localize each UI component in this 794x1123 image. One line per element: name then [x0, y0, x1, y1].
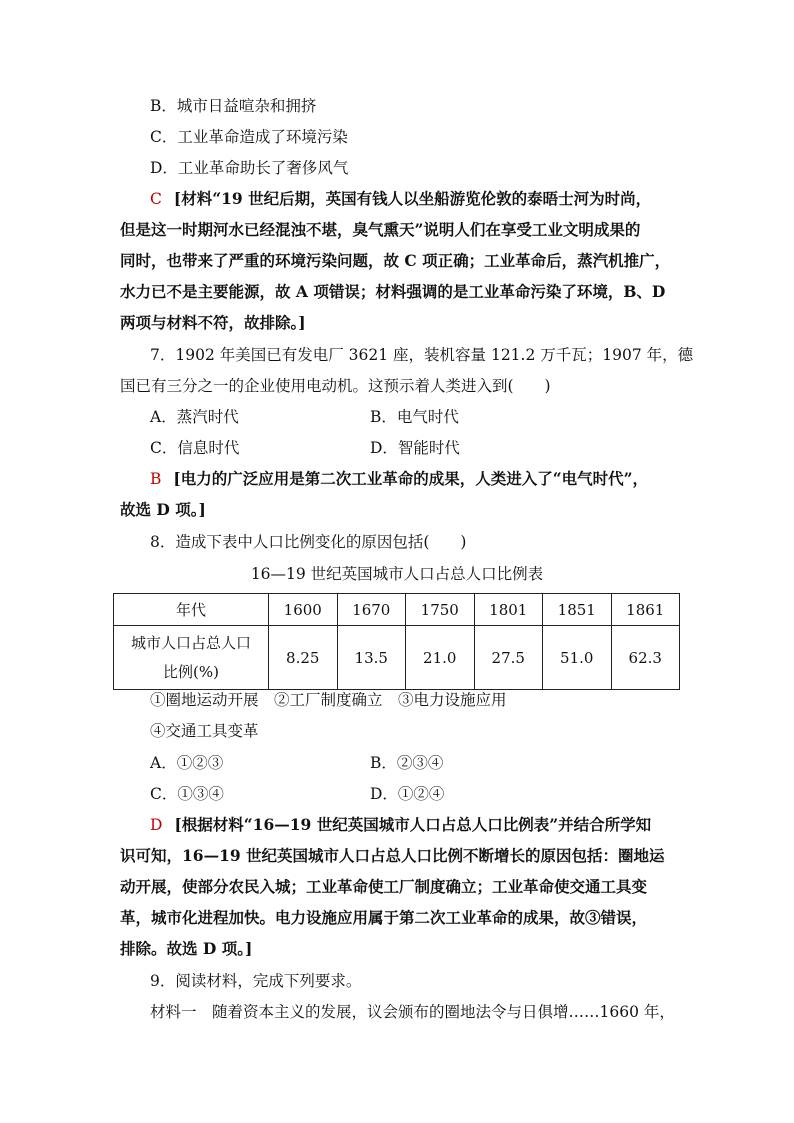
q7-stem-2: 国已有三分之一的企业使用电动机。这预示着人类进入到( )	[120, 377, 551, 395]
q6-explanation-1: [材料“19 世纪后期，英国有钱人以坐船游览伦敦的泰晤士河为时尚，	[173, 189, 652, 208]
q6-answer-letter: C	[150, 190, 162, 208]
q6-explanation-2: 但是这一时期河水已经混浊不堪，臭气熏天”说明人们在享受工业文明成果的	[120, 220, 641, 239]
table-value-cell: 21.0	[406, 626, 475, 690]
table-year-cell: 1750	[406, 594, 475, 626]
table-value-cell: 27.5	[474, 626, 543, 690]
table-value-cell: 51.0	[543, 626, 612, 690]
table-value-cell: 13.5	[337, 626, 406, 690]
q7-options-row-1	[150, 406, 650, 428]
table-year-cell: 1851	[543, 594, 612, 626]
population-table	[113, 593, 680, 690]
q6-explanation-3: 同时，也带来了严重的环境污染问题，故 C 项正确；工业革命后，蒸汽机推广，	[120, 251, 671, 270]
q6-option-b: B．城市日益喧杂和拥挤	[150, 97, 317, 115]
table-year-cell: 1670	[337, 594, 406, 626]
q6-explanation-4: 水力已不是主要能源，故 A 项错误；材料强调的是工业革命污染了环境，B、D	[120, 282, 666, 301]
table-value-cell: 8.25	[269, 626, 338, 690]
table-row-label-2: 比例(%)	[163, 662, 219, 681]
q8-explanation-2: 识可知，16—19 世纪英国城市人口占总人口比例不断增长的原因包括：圈地运	[120, 846, 665, 865]
q7-answer-letter: B	[150, 470, 162, 488]
q8-option-d: D．①②④	[370, 785, 445, 803]
q8-explanation-1: [根据材料“16—19 世纪英国城市人口占总人口比例表”并结合所学知	[174, 815, 652, 834]
table-year-cell: 1801	[474, 594, 543, 626]
q7-explanation-1: [电力的广泛应用是第二次工业革命的成果，人类进入了“电气时代”，	[173, 469, 649, 488]
q8-option-a: A．①②③	[150, 754, 224, 772]
q8-answer-letter: D	[150, 816, 163, 834]
q9-material-1: 材料一 随着资本主义的发展，议会颁布的圈地法令与日俱增……1660 年，	[150, 1003, 675, 1021]
q8-explanation-3: 动开展，使部分农民入城；工业革命使工厂制度确立；工业革命使交通工具变	[120, 877, 648, 896]
q7-option-d: D．智能时代	[370, 439, 460, 457]
q9-stem: 9．阅读材料，完成下列要求。	[150, 972, 362, 990]
q8-stem: 8．造成下表中人口比例变化的原因包括( )	[150, 533, 467, 551]
table-data-row	[114, 626, 680, 690]
q8-options-row-1	[150, 752, 650, 774]
table-row-label-1: 城市人口占总人口	[130, 633, 251, 652]
table-value-cell: 62.3	[611, 626, 680, 690]
table-row-label	[114, 626, 269, 690]
table-caption: 16—19 世纪英国城市人口占总人口比例表	[250, 565, 544, 583]
q8-explanation-5: 排除。故选 D 项。]	[120, 939, 253, 958]
q8-answer-line-1	[150, 814, 651, 836]
q6-option-d: D．工业革命助长了奢侈风气	[150, 159, 349, 177]
q7-stem-1: 7．1902 年美国已有发电厂 3621 座，装机容量 121.2 万千瓦；1907 年，德	[150, 346, 694, 364]
q8-items-2: ④交通工具变革	[150, 722, 259, 740]
q8-items-1: ①圈地运动开展 ②工厂制度确立 ③电力设施应用	[150, 691, 507, 709]
table-header-label: 年代	[114, 594, 269, 626]
q7-option-c: C．信息时代	[150, 439, 240, 457]
q7-option-b: B．电气时代	[370, 408, 459, 426]
q6-explanation-5: 两项与材料不符，故排除。]	[120, 313, 306, 332]
q8-explanation-4: 革，城市化进程加快。电力设施应用属于第二次工业革命的成果，故③错误，	[120, 908, 648, 927]
q7-option-a: A．蒸汽时代	[150, 408, 239, 426]
table-header-row	[114, 594, 680, 626]
q8-option-b: B．②③④	[370, 754, 444, 772]
table-year-cell: 1861	[611, 594, 680, 626]
q7-answer-line-1	[150, 468, 648, 490]
q7-options-row-2	[150, 437, 650, 459]
q8-options-row-2	[150, 783, 650, 805]
q6-option-c: C．工业革命造成了环境污染	[150, 128, 348, 146]
q6-answer-line-1	[150, 188, 651, 210]
q8-option-c: C．①③④	[150, 785, 224, 803]
table-year-cell: 1600	[269, 594, 338, 626]
q7-explanation-2: 故选 D 项。]	[120, 500, 206, 519]
